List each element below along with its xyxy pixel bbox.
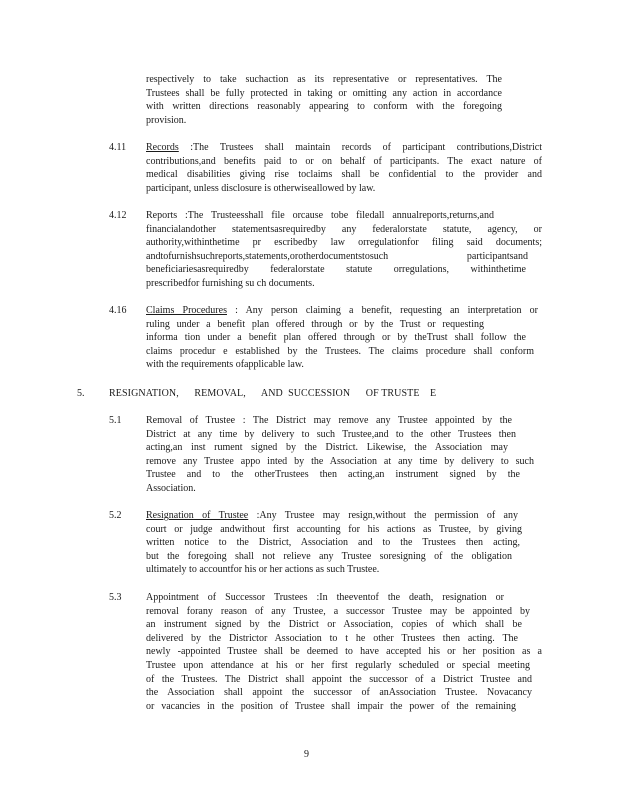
text-line: the Association shall appoint the successor of anAssociation Trustee. Novacancy (146, 687, 532, 699)
text-line: written notice to the District, Association and to the Trustees then acting, (146, 537, 520, 549)
text-line: removal forany reason of any Trustee, a successor Trustee may be appointed by (146, 605, 530, 617)
page-number: 9 (304, 749, 309, 760)
text-line: or vacancies in the position of Trustee shall impair the power of the remaining (146, 700, 516, 712)
text-line: Claims Procedures : Any person claiming a benefit, requesting an interpretation or (146, 305, 539, 316)
text-line: ruling under a benefit plan offered through or by the Trust or requesting (146, 318, 484, 330)
text-line: Association. (146, 482, 196, 494)
text-line: court or judge andwithout first accounting for his actions as Trustee, by giving (146, 523, 522, 535)
section-title: Records (146, 142, 179, 153)
section-number: 5. (77, 388, 85, 399)
section-5-1-paragraph (146, 414, 534, 496)
text-line: Trustees shall be fully protected in taking or omitting any action in accordance (146, 87, 502, 99)
text-line: newly -appointed Trustee shall be deemed to have accepted his or her position as a (146, 646, 542, 658)
text-line: Reports :The Trusteesshall file orcause tobe filedall annualreports,returns,and (146, 210, 494, 221)
text-line: but the foregoing shall not relieve any Trustee soresigning of the obligation (146, 550, 512, 562)
section-title: Claims Procedures (146, 305, 227, 316)
text-line: beneficiariesasrequiredby federalorstate statute orregulations, withinthetime (146, 264, 526, 276)
text-line: Appointment of Successor Trustees :In theeventof the death, resignation or (146, 592, 504, 603)
text-line: remove any Trustee appo inted by the Association at any time by delivery to such (146, 455, 534, 467)
text-line: authority,withinthetime pr escribedby law orregulationfor filing said documents; (146, 237, 542, 249)
text-line: contributions,and benefits paid to or on behalf of participants. The exact nature of (146, 155, 542, 167)
section-number: 5.1 (109, 415, 122, 426)
text-line: provision. (146, 114, 187, 126)
section-number: 4.16 (109, 305, 127, 316)
text-line: claims procedur e established by the Trustees. The claims procedure shall conform (146, 345, 534, 357)
text-line: delivered by the Districtor Association to t he other Trustees then acting. The (146, 632, 518, 644)
section-5-2-paragraph (146, 509, 522, 577)
text-line: District at any time by delivery to such Trustee,and to the other Trustees then (146, 428, 516, 440)
section-heading: RESIGNATION, REMOVAL, AND SUCCESSION OF TRUSTE E (109, 388, 437, 399)
text-line: medical disabilities giving rise toclaims shall be confidential to the provider and (146, 169, 542, 181)
section-5-3-paragraph (146, 591, 542, 713)
intro-paragraph (146, 73, 502, 127)
text-line: Removal of Trustee : The District may remove any Trustee appointed by the (146, 415, 512, 426)
section-number: 4.12 (109, 210, 127, 221)
section-number: 5.3 (109, 592, 122, 603)
text-line: participant, unless disclosure is otherwiseallowed by law. (146, 182, 376, 194)
text-line: of the Trustees. The District shall appoint the successor of a District Trustee and (146, 673, 532, 685)
text-line: with the requirements ofapplicable law. (146, 359, 304, 371)
text-line: ultimately to accountfor his or her actions as such Trustee. (146, 564, 380, 576)
section-number: 5.2 (109, 510, 122, 521)
text-line: Resignation of Trustee :Any Trustee may resign,without the permission of any (146, 510, 518, 521)
text-line: informa tion under a benefit plan offered through or by theTrust shall follow the (146, 332, 526, 344)
text-line: with written directions reasonably appearing to conform with the foregoing (146, 101, 502, 113)
text-line: Records :The Trustees shall maintain records of participant contributions,District (146, 142, 542, 153)
text-line: an instrument signed by the District or Association, copies of which shall be (146, 619, 522, 631)
text-line: acting,an inst rument signed by the District. Likewise, the Association may (146, 442, 508, 454)
text-line: Trustee and to the otherTrustees then acting,an instrument signed by the (146, 469, 520, 481)
text-line: andtofurnishsuchreports,statements,orotherdocumentstosuch participantsand (146, 250, 528, 262)
section-4-11-paragraph (146, 141, 542, 195)
text-line: respectively to take suchaction as its representative or representatives. The (146, 74, 502, 85)
text-line: Trustee upon attendance at his or her first regularly scheduled or special meeting (146, 659, 530, 671)
section-number: 4.11 (109, 142, 127, 153)
section-4-12-paragraph (146, 209, 542, 291)
section-title: Resignation of Trustee (146, 510, 249, 521)
section-4-16-paragraph (146, 304, 538, 372)
text-line: prescribedfor furnishing su ch documents. (146, 277, 315, 289)
text-line: financialandother statementsasrequiredby any federalorstate statute, agency, or (146, 223, 542, 235)
